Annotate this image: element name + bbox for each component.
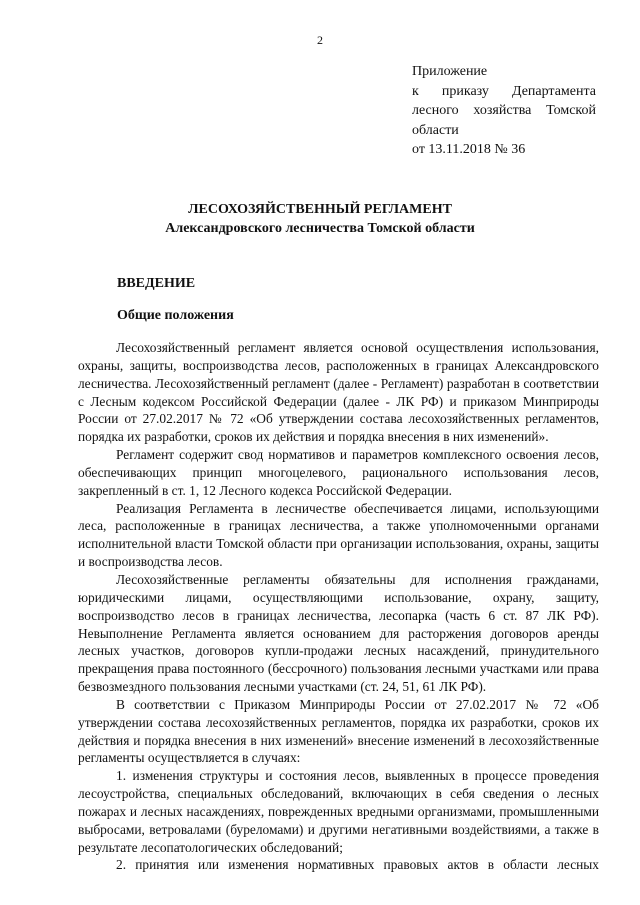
paragraph: Реализация Регламента в лесничестве обеспечивается лицами, использующими леса, расположенные в границах лесничества, а также уполномоченными органами исполнительной власти Томской области при организации использования, охраны, защиты и воспроизводства лесов. <box>78 500 599 570</box>
document-title <box>0 200 640 238</box>
paragraph: В соответствии с Приказом Минприроды России от 27.02.2017 № 72 «Об утверждении состава лесохозяйственных регламентов, порядка их разработки, сроков их действия и порядка внесения в них изменений» внесение изменений в лесохозяйственные регламенты осуществляется в случаях: <box>78 696 599 766</box>
title-main: ЛЕСОХОЗЯЙСТВЕННЫЙ РЕГЛАМЕНТ <box>188 202 452 217</box>
appendix-line: Приложение <box>412 64 488 79</box>
paragraph: 2. принятия или изменения нормативных правовых актов в области лесных <box>116 857 599 873</box>
section-heading: ВВЕДЕНИЕ <box>117 276 196 291</box>
appendix-line: области <box>412 122 459 138</box>
paragraph: 1. изменения структуры и состояния лесов, выявленных в процессе проведения лесоустройства, специальных обследований, включающих в себя сведения о лесных пожарах и лесных насаждениях, поврежденных вредными организмами, промышленными выбросами, ветровалами (буреломами) и другими негативными воздействиями, а также в результате лесопатологических обследований; <box>78 768 599 855</box>
appendix-line: лесного хозяйства Томской <box>412 103 596 118</box>
paragraph: Регламент содержит свод нормативов и параметров комплексного освоения лесов, обеспечивающих принцип многоцелевого, рационального использования лесов, закрепленный в ст. 1, 12 Лесного кодекса Российской Федерации. <box>78 447 599 498</box>
title-sub: Александровского лесничества Томской области <box>165 221 475 236</box>
appendix-line: от 13.11.2018 № 36 <box>412 142 526 157</box>
body-text <box>78 339 599 874</box>
subsection-heading: Общие положения <box>117 308 234 323</box>
paragraph: Лесохозяйственные регламенты обязательны для исполнения гражданами, юридическими лицами, осуществляющими использование, охрану, защиту, воспроизводство лесов в границах лесничества, лесопарка (часть 6 ст. 87 ЛК РФ). Невыполнение Регламента является основанием для расторжения договоров аренды лесных участков, договоров купли-продажи лесных насаждений, принудительного прекращения права постоянного (бессрочного) пользования лесными участками или права безвозмездного пользования лесными участками (ст. 24, 51, 61 ЛК РФ). <box>78 571 599 695</box>
appendix-block <box>412 62 596 160</box>
page-number: 2 <box>317 33 323 47</box>
paragraph: Лесохозяйственный регламент является основой осуществления использования, охраны, защиты, воспроизводства лесов, расположенных в границах Александровского лесничества. Лесохозяйственный регламент (далее - Регламент) разработан в соответствии с Лесным кодексом Российской Федерации (далее - ЛК РФ) и приказом Минприроды России от 27.02.2017 № 72 «Об утверждении состава лесохозяйственных регламентов, порядка их разработки, сроков их действия и порядка внесения в них изменений». <box>78 340 599 445</box>
appendix-line: к приказу Департамента <box>412 83 596 99</box>
